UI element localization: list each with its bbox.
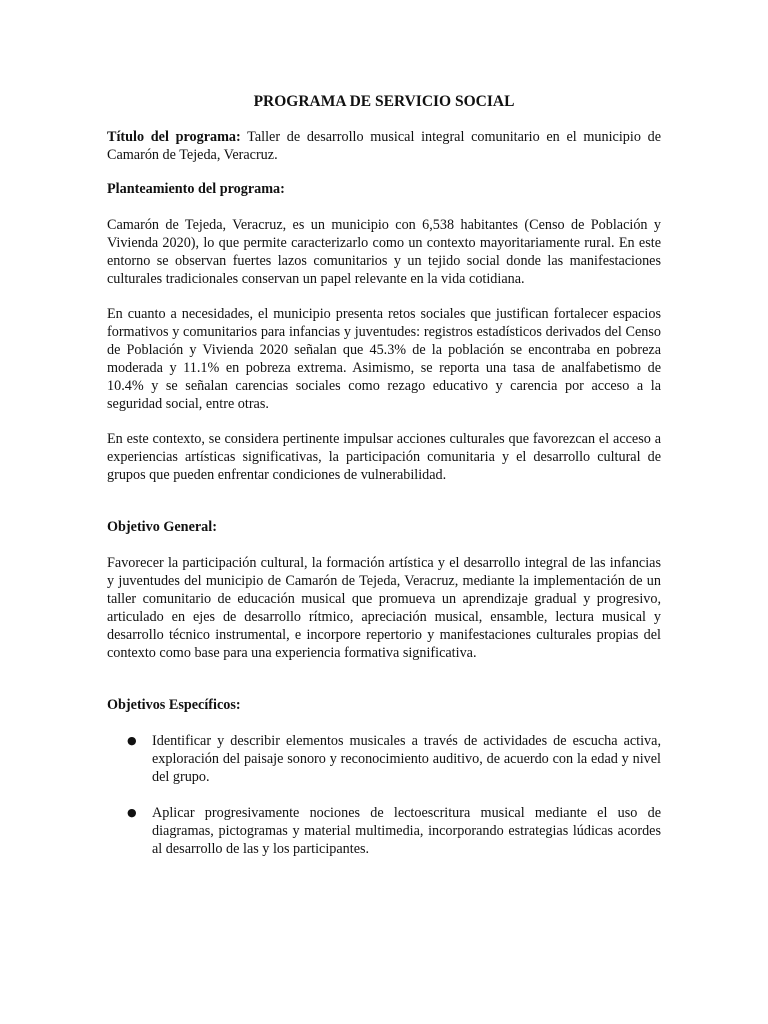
list-item [107, 804, 661, 858]
document-page [107, 92, 661, 876]
planteamiento-paragraph-2: En cuanto a necesidades, el municipio presenta retos sociales que justifican fortalecer espacios formativos y comunitarios para infancias y juventudes: registros estadísticos derivados del Censo de Población y Vivienda 2020 señalan que 45.3% de la población se encontraba en pobreza moderada y 11.1% en pobreza extrema. Asimismo, se reporta una tasa de analfabetismo de 10.4% y se señalan carencias sociales como rezago educativo y carencia por acceso a la seguridad social, entre otras. [107, 306, 661, 412]
objetivo-general-heading: Objetivo General: [107, 519, 217, 535]
planteamiento-paragraph-1: Camarón de Tejeda, Veracruz, es un municipio con 6,538 habitantes (Censo de Población y Vivienda 2020), lo que permite caracterizarlo como un contexto mayoritariamente rural. En este entorno se observan fuertes lazos comunitarios y un tejido social donde las manifestaciones culturales tradicionales conservan un papel relevante en la vida cotidiana. [107, 217, 661, 287]
objetivo-general-text: Favorecer la participación cultural, la formación artística y el desarrollo integral de las infancias y juventudes del municipio de Camarón de Tejeda, Veracruz, mediante la implementación de un taller comunitario de educación musical que promueva un aprendizaje gradual y progresivo, articulado en ejes de desarrollo rítmico, apreciación musical, ensamble, lectura musical y desarrollo técnico instrumental, e incorpore repertorio y manifestaciones culturales propias del contexto como base para una experiencia formativa significativa. [107, 555, 661, 661]
list-item-text: Aplicar progresivamente nociones de lectoescritura musical mediante el uso de diagramas, pictogramas y material multimedia, incorporando estrategias lúdicas acordes al desarrollo de las y los participantes. [152, 805, 661, 857]
planteamiento-heading: Planteamiento del programa: [107, 181, 285, 197]
list-item [107, 732, 661, 786]
bullet-icon: ● [127, 806, 137, 819]
program-title-label: Título del programa: [107, 129, 241, 145]
program-title-line [107, 128, 661, 164]
list-item-text: Identificar y describir elementos musicales a través de actividades de escucha activa, exploración del paisaje sonoro y reconocimiento auditivo, de acuerdo con la edad y nivel del grupo. [152, 733, 661, 785]
bullet-icon: ● [127, 734, 137, 747]
program-title-value: Taller de desarrollo musical integral comunitario en el municipio de Camarón de Tejeda, Veracruz. [107, 129, 661, 163]
objetivos-especificos-list [107, 732, 661, 858]
objetivos-especificos-heading: Objetivos Específicos: [107, 697, 241, 713]
document-title: PROGRAMA DE SERVICIO SOCIAL [253, 93, 515, 110]
planteamiento-paragraph-3: En este contexto, se considera pertinente impulsar acciones culturales que favorezcan el acceso a experiencias artísticas significativas, la participación comunitaria y el desarrollo cultural de grupos que pueden enfrentar condiciones de vulnerabilidad. [107, 431, 661, 483]
